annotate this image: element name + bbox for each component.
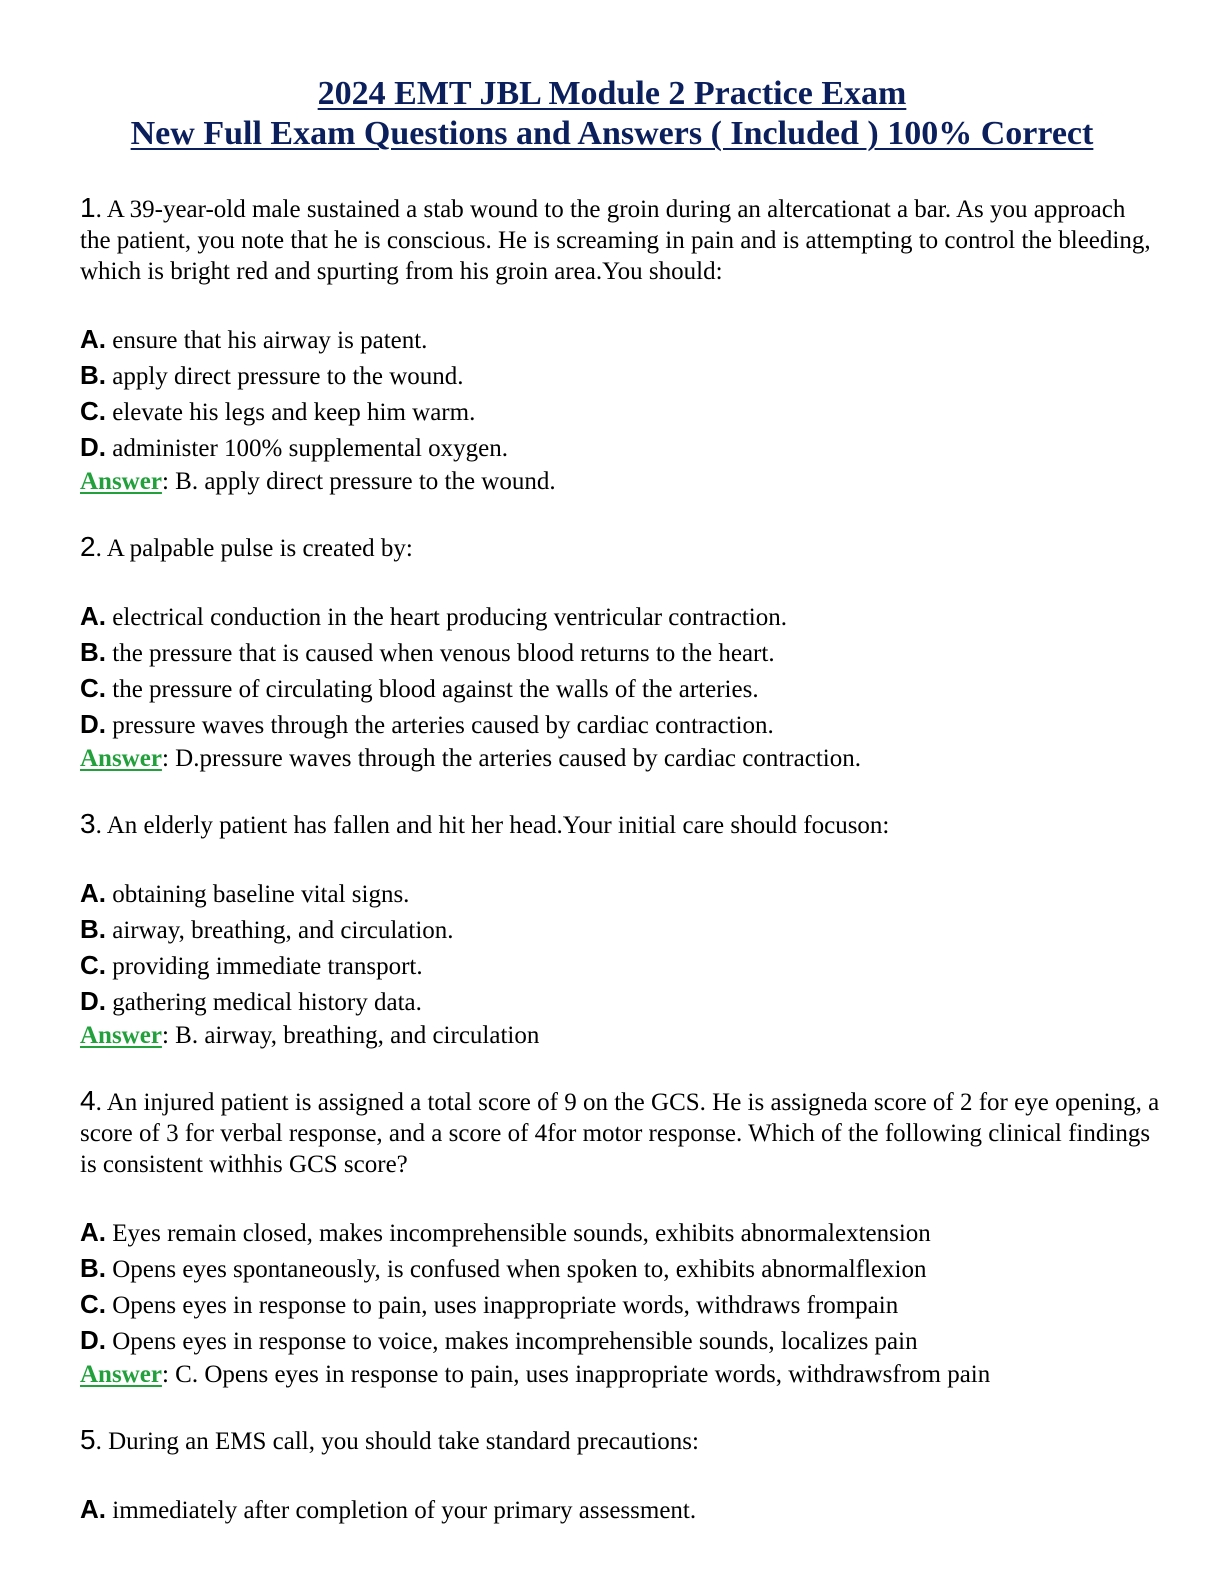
option-text: Eyes remain closed, makes incomprehensible sounds, exhibits abnormalextension xyxy=(112,1220,931,1247)
option-b xyxy=(80,912,1160,948)
question-number: 5 xyxy=(80,1424,96,1455)
option-letter: C. xyxy=(80,673,106,703)
title-line-1 xyxy=(0,74,1224,114)
question-stem: 3. An elderly patient has fallen and hit her head.Your initial care should focuson: xyxy=(80,808,890,839)
question-2 xyxy=(80,531,1160,774)
option-text: ensure that his airway is patent. xyxy=(112,327,428,354)
answer-text: D.pressure waves through the arteries caused by cardiac contraction. xyxy=(175,745,861,772)
option-text: providing immediate transport. xyxy=(112,953,423,980)
question-text: An elderly patient has fallen and hit her head.Your initial care should focuson: xyxy=(106,812,890,839)
option-letter: D. xyxy=(80,432,106,462)
answer-line: Answer: B. apply direct pressure to the wound. xyxy=(80,468,556,495)
option-letter: A. xyxy=(80,1217,106,1247)
answer-line: Answer: C. Opens eyes in response to pain, uses inappropriate words, withdrawsfrom pain xyxy=(80,1361,991,1388)
question-5 xyxy=(80,1424,1160,1528)
option-letter: A. xyxy=(80,324,106,354)
option-b xyxy=(80,358,1160,394)
option-b xyxy=(80,1251,1160,1287)
title-line-2 xyxy=(0,114,1224,154)
question-stem: 4. An injured patient is assigned a total score of 9 on the GCS. He is assigneda score of 2 for eye opening, a score of 3 for verbal response, and a score of 4for motor response. Which of the following clinical findings is consistent withhis GCS score? xyxy=(80,1085,1160,1178)
option-a xyxy=(80,599,1160,635)
option-d xyxy=(80,1323,1160,1359)
question-stem: 5. During an EMS call, you should take standard precautions: xyxy=(80,1424,699,1455)
question-list xyxy=(80,192,1160,1562)
title-text-1: 2024 EMT JBL Module 2 Practice Exam xyxy=(317,75,907,112)
question-number: 3 xyxy=(80,808,96,839)
question-4 xyxy=(80,1085,1160,1390)
option-letter: B. xyxy=(80,914,106,944)
question-1 xyxy=(80,192,1160,497)
option-d xyxy=(80,707,1160,743)
question-stem: 2. A palpable pulse is created by: xyxy=(80,531,413,562)
option-text: immediately after completion of your primary assessment. xyxy=(112,1497,697,1524)
answer-line: Answer: B. airway, breathing, and circulation xyxy=(80,1022,540,1049)
answer-text: B. apply direct pressure to the wound. xyxy=(175,468,556,495)
option-text: gathering medical history data. xyxy=(112,989,422,1016)
option-letter: A. xyxy=(80,601,106,631)
option-a xyxy=(80,1492,1160,1528)
option-d xyxy=(80,984,1160,1020)
question-number: 4 xyxy=(80,1085,96,1116)
question-number: 2 xyxy=(80,531,96,562)
option-letter: B. xyxy=(80,360,106,390)
answer-label: Answer xyxy=(80,745,162,772)
question-text: During an EMS call, you should take standard precautions: xyxy=(108,1428,699,1455)
option-text: pressure waves through the arteries caused by cardiac contraction. xyxy=(112,712,774,739)
option-a xyxy=(80,876,1160,912)
option-text: elevate his legs and keep him warm. xyxy=(112,399,476,426)
option-b xyxy=(80,635,1160,671)
option-letter: B. xyxy=(80,1253,106,1283)
option-text: Opens eyes spontaneously, is confused when spoken to, exhibits abnormalflexion xyxy=(112,1256,927,1283)
option-letter: C. xyxy=(80,396,106,426)
question-text: A palpable pulse is created by: xyxy=(106,535,413,562)
option-c xyxy=(80,1287,1160,1323)
answer-text: C. Opens eyes in response to pain, uses inappropriate words, withdrawsfrom pain xyxy=(175,1361,991,1388)
question-number: 1 xyxy=(80,192,96,223)
option-letter: B. xyxy=(80,637,106,667)
answer-label: Answer xyxy=(80,468,162,495)
option-text: airway, breathing, and circulation. xyxy=(112,917,454,944)
option-letter: A. xyxy=(80,878,106,908)
option-letter: C. xyxy=(80,950,106,980)
option-text: the pressure that is caused when venous blood returns to the heart. xyxy=(112,640,775,667)
option-c xyxy=(80,394,1160,430)
option-text: apply direct pressure to the wound. xyxy=(112,363,464,390)
option-text: administer 100% supplemental oxygen. xyxy=(112,435,509,462)
option-text: Opens eyes in response to voice, makes incomprehensible sounds, localizes pain xyxy=(112,1328,918,1355)
option-text: the pressure of circulating blood against the walls of the arteries. xyxy=(112,676,759,703)
title-text-2: New Full Exam Questions and Answers ( Included ) 100% Correct xyxy=(130,115,1094,152)
option-c xyxy=(80,671,1160,707)
option-text: electrical conduction in the heart producing ventricular contraction. xyxy=(112,604,787,631)
question-stem: 1. A 39-year-old male sustained a stab wound to the groin during an altercationat a bar. As you approach the patient, you note that he is conscious. He is screaming in pain and is attempting to control the bleeding, which is bright red and spurting from his groin area.You should: xyxy=(80,192,1151,285)
option-a xyxy=(80,322,1160,358)
option-letter: C. xyxy=(80,1289,106,1319)
answer-label: Answer xyxy=(80,1022,162,1049)
question-3 xyxy=(80,808,1160,1051)
answer-label: Answer xyxy=(80,1361,162,1388)
option-a xyxy=(80,1215,1160,1251)
option-letter: D. xyxy=(80,986,106,1016)
option-letter: D. xyxy=(80,709,106,739)
option-text: obtaining baseline vital signs. xyxy=(112,881,410,908)
option-c xyxy=(80,948,1160,984)
question-text: A 39-year-old male sustained a stab wound to the groin during an altercationat a bar. As you approach the patient, you note that he is conscious. He is screaming in pain and is attempting to control the bleeding, which is bright red and spurting from his groin area.You should: xyxy=(80,196,1151,285)
answer-line: Answer: D.pressure waves through the arteries caused by cardiac contraction. xyxy=(80,745,861,772)
question-text: An injured patient is assigned a total score of 9 on the GCS. He is assigneda score of 2 for eye opening, a score of 3 for verbal response, and a score of 4for motor response. Which of the following clinical findings is consistent withhis GCS score? xyxy=(80,1089,1160,1178)
document-header xyxy=(0,74,1224,154)
option-letter: A. xyxy=(80,1494,106,1524)
option-d xyxy=(80,430,1160,466)
option-text: Opens eyes in response to pain, uses inappropriate words, withdraws frompain xyxy=(112,1292,899,1319)
option-letter: D. xyxy=(80,1325,106,1355)
answer-text: B. airway, breathing, and circulation xyxy=(175,1022,540,1049)
